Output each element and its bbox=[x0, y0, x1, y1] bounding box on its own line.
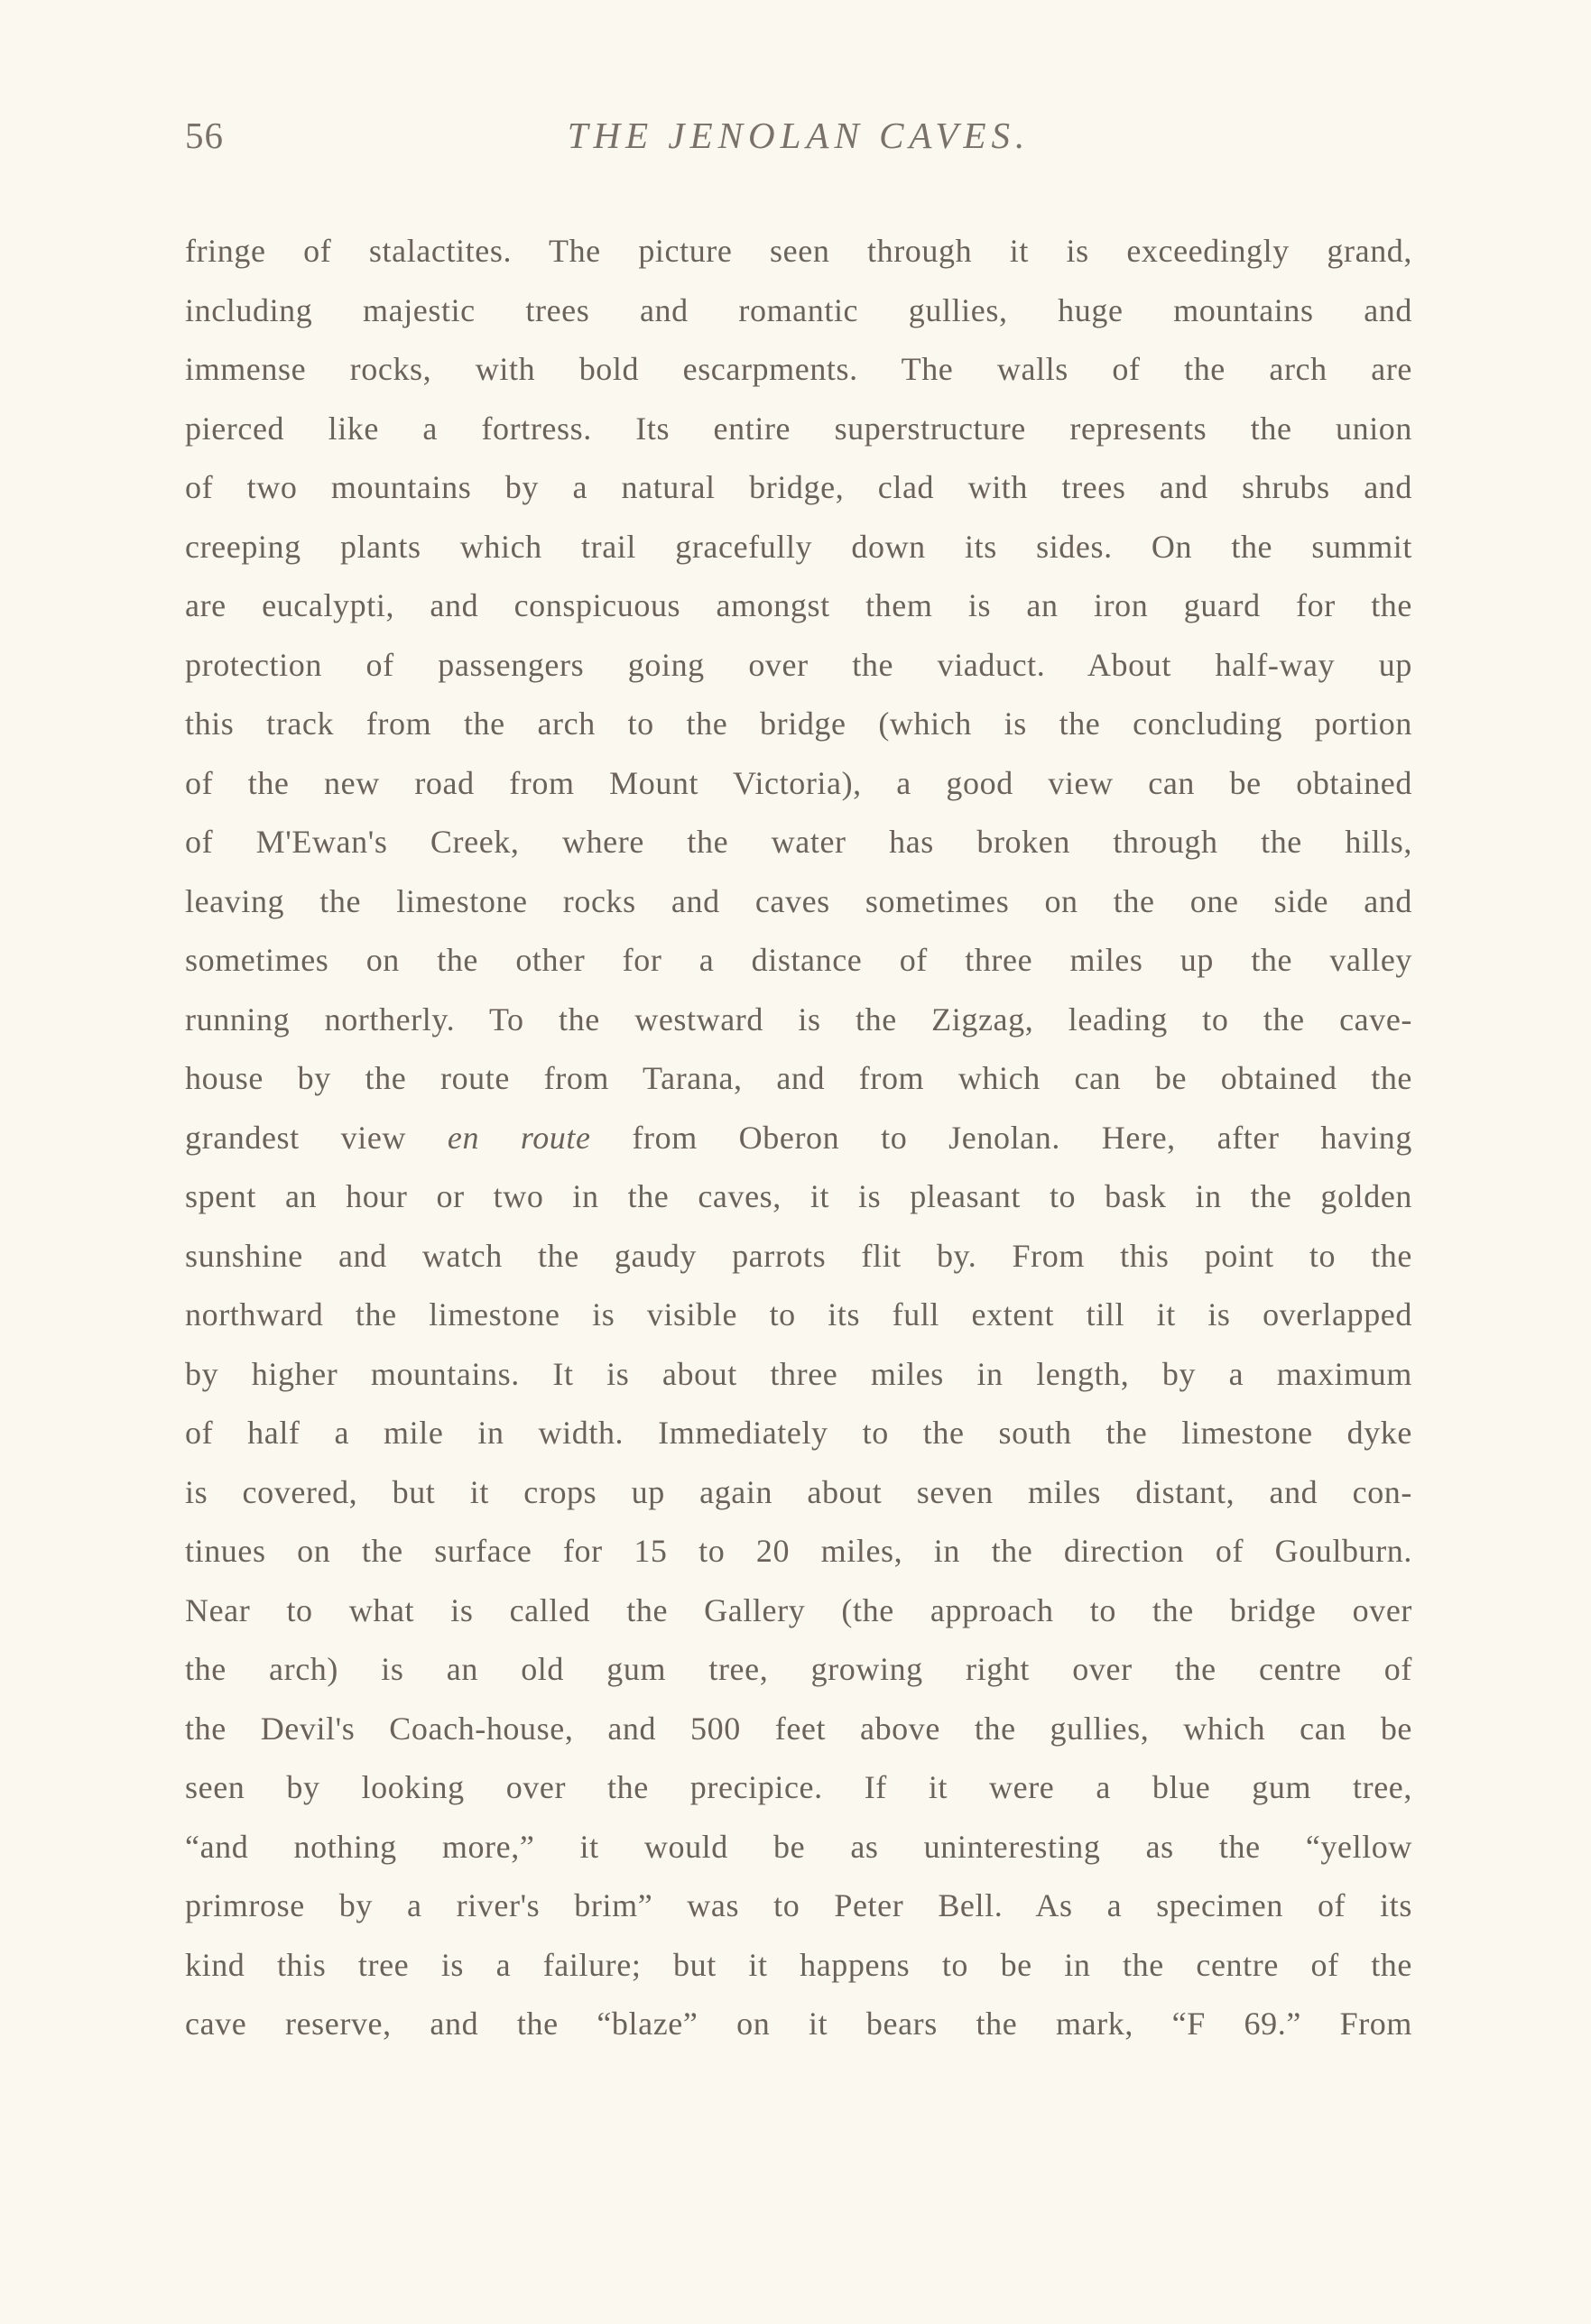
text-line: sometimes on the other for a distance of three miles up the valley bbox=[185, 942, 1412, 978]
page-number: 56 bbox=[185, 115, 224, 156]
text-line: this track from the arch to the bridge (which is the concluding portion bbox=[185, 706, 1412, 742]
text-line: creeping plants which trail gracefully down its sides. On the summit bbox=[185, 528, 1412, 565]
text-line: immense rocks, with bold escarpments. The walls of the arch are bbox=[185, 351, 1412, 387]
text-line: northward the limestone is visible to its full extent till it is overlapped bbox=[185, 1296, 1412, 1333]
text-line: the arch) is an old gum tree, growing right over the centre of bbox=[185, 1651, 1412, 1687]
text-line: house by the route from Tarana, and from which can be obtained the bbox=[185, 1060, 1412, 1096]
text-line: cave reserve, and the “blaze” on it bears the mark, “F 69.” From bbox=[185, 2006, 1412, 2042]
text-run: grandest view bbox=[185, 1119, 448, 1156]
text-line: fringe of stalactites. The picture seen through it is exceedingly grand, bbox=[185, 233, 1412, 269]
text-line: running northerly. To the westward is the Zigzag, leading to the cave- bbox=[185, 1001, 1412, 1038]
text-line: including majestic trees and romantic gullies, huge mountains and bbox=[185, 291, 1412, 328]
text-line: of two mountains by a natural bridge, clad with trees and shrubs and bbox=[185, 469, 1412, 505]
text-line bbox=[185, 1109, 1412, 1168]
text-line: tinues on the surface for 15 to 20 miles, in the direction of Goulburn. bbox=[185, 1533, 1412, 1569]
text-line: sunshine and watch the gaudy parrots flit by. From this point to the bbox=[185, 1237, 1412, 1274]
text-line: Near to what is called the Gallery (the approach to the bridge over bbox=[185, 1591, 1412, 1628]
page-header bbox=[185, 114, 1412, 168]
text-run: from Oberon to Jenolan. Here, after having bbox=[590, 1119, 1412, 1156]
text-line: is covered, but it crops up again about seven miles distant, and con- bbox=[185, 1473, 1412, 1510]
body-paragraph bbox=[185, 222, 1412, 2054]
text-line: spent an hour or two in the caves, it is pleasant to bask in the golden bbox=[185, 1178, 1412, 1214]
text-line: kind this tree is a failure; but it happens to be in the centre of the bbox=[185, 1946, 1412, 1983]
text-line: of half a mile in width. Immediately to the south the limestone dyke bbox=[185, 1415, 1412, 1451]
text-line: pierced like a fortress. Its entire superstructure represents the union bbox=[185, 410, 1412, 447]
text-line: by higher mountains. It is about three miles in length, by a maximum bbox=[185, 1355, 1412, 1392]
text-line: protection of passengers going over the viaduct. About half-way up bbox=[185, 646, 1412, 683]
text-line: seen by looking over the precipice. If it were a blue gum tree, bbox=[185, 1769, 1412, 1805]
running-title: THE JENOLAN CAVES. bbox=[567, 115, 1031, 156]
text-line: leaving the limestone rocks and caves sometimes on the one side and bbox=[185, 882, 1412, 919]
text-line: “and nothing more,” it would be as uninteresting as the “yellow bbox=[185, 1828, 1412, 1865]
text-line: the Devil's Coach-house, and 500 feet above the gullies, which can be bbox=[185, 1710, 1412, 1747]
text-line: of the new road from Mount Victoria), a good view can be obtained bbox=[185, 764, 1412, 801]
text-line: primrose by a river's brim” was to Peter Bell. As a specimen of its bbox=[185, 1887, 1412, 1923]
text-line: of M'Ewan's Creek, where the water has broken through the hills, bbox=[185, 824, 1412, 860]
italic-phrase: en route bbox=[447, 1119, 591, 1156]
text-line: are eucalypti, and conspicuous amongst them is an iron guard for the bbox=[185, 587, 1412, 623]
